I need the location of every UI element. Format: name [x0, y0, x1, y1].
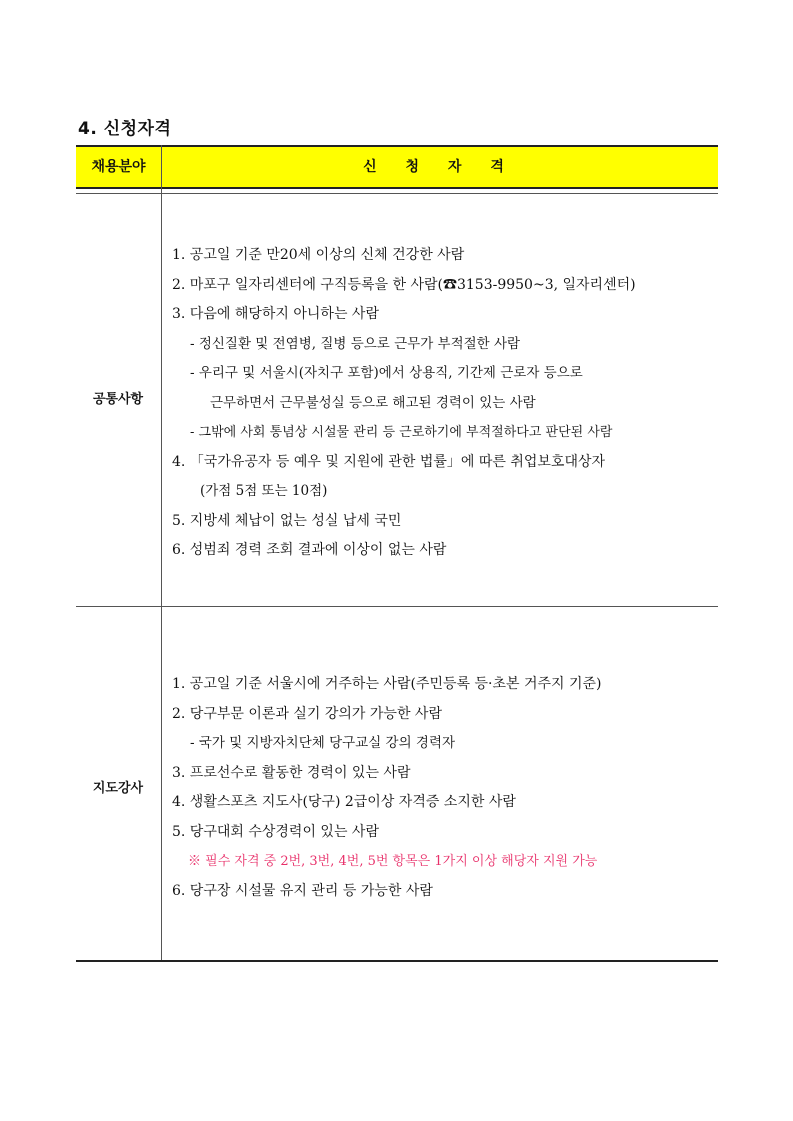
list-item: 5. 지방세 체납이 없는 성실 납세 국민 [172, 512, 402, 529]
row-label-instructor: 지도강사 [92, 781, 144, 796]
list-item: 6. 당구장 시설물 유지 관리 등 가능한 사람 [172, 882, 433, 899]
list-item-continued: (가점 5점 또는 10점) [200, 483, 328, 499]
list-item: 6. 성범죄 경력 조회 결과에 이상이 없는 사람 [172, 542, 447, 558]
list-item: 4. 생활스포츠 지도사(당구) 2급이상 자격증 소지한 사람 [172, 794, 516, 810]
list-item: 3. 프로선수로 활동한 경력이 있는 사람 [172, 764, 411, 781]
requirement-note: ※ 필수 자격 중 2번, 3번, 4번, 5번 항목은 1가지 이상 해당자 지원 가능 [188, 854, 598, 869]
row-label-common: 공통사항 [92, 392, 144, 407]
table-header [76, 145, 718, 189]
list-item: 1. 공고일 기준 서울시에 거주하는 사람(주민등록 등·초본 거주지 기준) [172, 676, 602, 692]
list-item: 3. 다음에 해당하지 아니하는 사람 [172, 306, 379, 322]
list-subitem-continued: 근무하면서 근무불성실 등으로 해고된 경력이 있는 사람 [210, 394, 536, 411]
list-subitem: - 우리구 및 서울시(자치구 포함)에서 상용직, 기간제 근로자 등으로 [190, 365, 583, 381]
header-field: 채용분야 [91, 159, 146, 175]
column-divider [161, 145, 162, 960]
list-item: 2. 마포구 일자리센터에 구직등록을 한 사람(☎3153-9950~3, 일자리센터) [172, 276, 636, 293]
qualification-table [76, 145, 718, 962]
section-title: 4. 신청자격 [78, 119, 172, 139]
instructor-requirements [172, 670, 712, 906]
header-qualification: 신 청 자 격 [363, 159, 516, 175]
header-underline [76, 193, 718, 194]
row-divider [76, 606, 718, 607]
list-item: 5. 당구대회 수상경력이 있는 사람 [172, 823, 379, 840]
list-item: 1. 공고일 기준 만20세 이상의 신체 건강한 사람 [172, 247, 465, 263]
table-bottom-border [76, 960, 718, 962]
list-subitem: - 국가 및 지방자치단체 당구교실 강의 경력자 [190, 735, 456, 751]
common-requirements [172, 241, 712, 566]
list-item: 2. 당구부문 이론과 실기 강의가 가능한 사람 [172, 705, 442, 722]
list-subitem: - 정신질환 및 전염병, 질병 등으로 근무가 부적절한 사람 [190, 335, 521, 352]
list-item: 4. 「국가유공자 등 예우 및 지원에 관한 법률」에 따른 취업보호대상자 [172, 453, 606, 470]
list-subitem: - 그밖에 사회 통념상 시설물 관리 등 근로하기에 부적절하다고 판단된 사람 [190, 425, 613, 440]
